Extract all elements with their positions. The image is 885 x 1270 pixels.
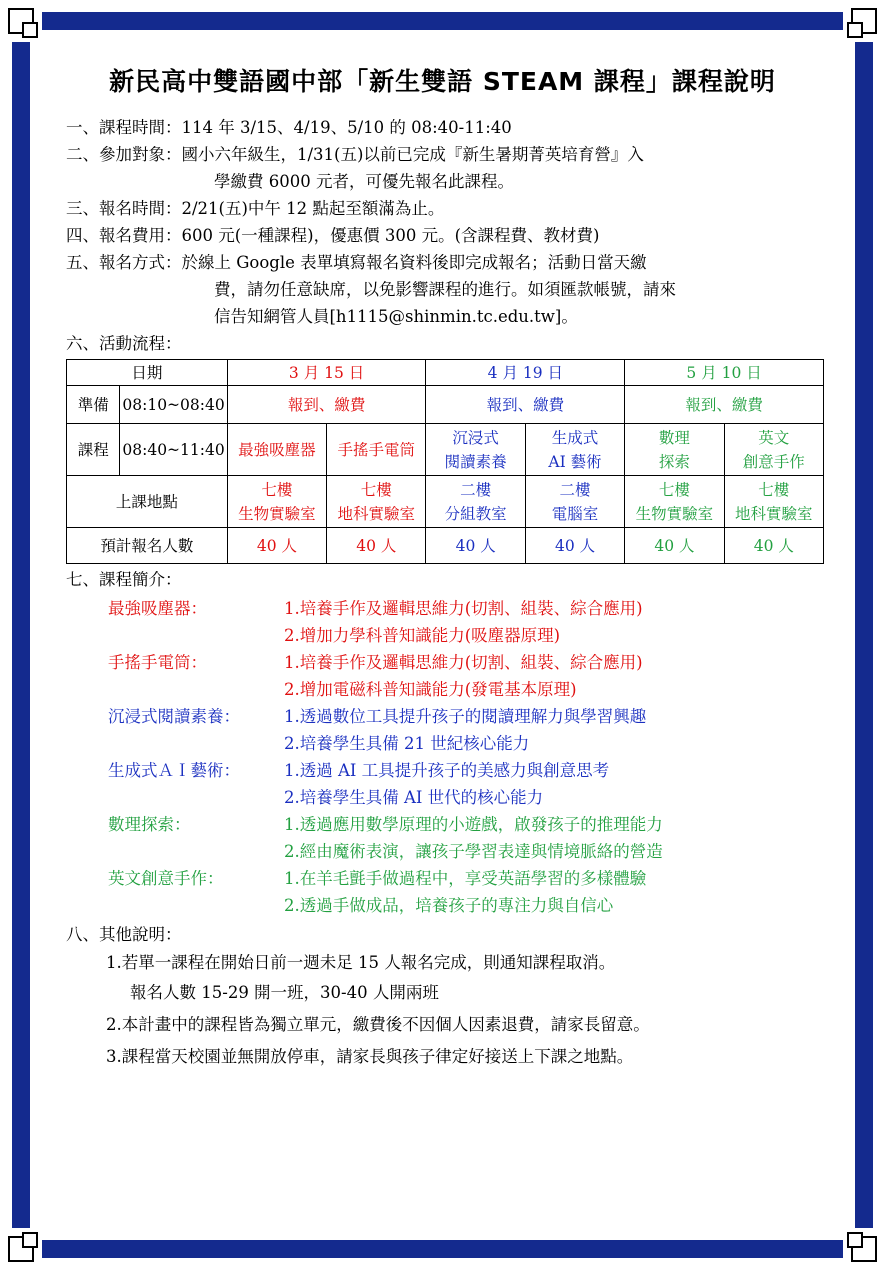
- schedule-label: 六、活動流程：: [66, 334, 182, 353]
- note-item: 2.本計畫中的課程皆為獨立單元，繳費後不因個人因素退費，請家長留意。: [106, 1015, 650, 1034]
- list-item: 最強吸塵器： 1.培養手作及邏輯思維力(切割、組裝、綜合應用) 2.增加力學科普知識能力(吸塵器原理): [108, 599, 643, 645]
- list-item: 生成式ＡＩ藝術： 1.透過 AI 工具提升孩子的美感力與創意思考 2.培養學生具備 AI 世代的核心能力: [108, 761, 610, 807]
- schedule-table: [66, 359, 824, 564]
- info-section: 一、課程時間： 114 年 3/15、4/19、5/10 的 08:40-11:40 二、參加對象： 國小六年級生，1/31(五)以前已完成『新生暑期菁英培育營』入 學繳費 6000 元者，可優先報名此課程。 三、報名時間： 2/21(五)中午 12 點起至額滿為止。 四、報名費用： 600 元(一種課程)，優惠價 300 元。(含課程費、教材費) 五、報名方式： 於線上 Google 表單填寫報名資料後即完成報名；活動日當天繳 費，請勿任意缺席，以免影響課程的進行。如須匯款帳號，請來 信告知網管人員[h1115@shinmin.tc.edu.tw]。: [66, 114, 826, 330]
- table-row: 日期 3 月 15 日 4 月 19 日 5 月 10 日: [67, 360, 824, 386]
- course-intro-list: [66, 595, 826, 919]
- corner-ornament: [8, 1228, 42, 1262]
- note-item: 報名人數 15-29 開一班，30-40 人開兩班: [130, 983, 439, 1002]
- info-signup-time: 三、報名時間： 2/21(五)中午 12 點起至額滿為止。: [66, 199, 445, 218]
- list-item: 手搖手電筒： 1.培養手作及邏輯思維力(切割、組裝、綜合應用) 2.增加電磁科普知識能力(發電基本原理): [108, 653, 643, 699]
- list-item: 沉浸式閱讀素養： 1.透過數位工具提升孩子的閱讀理解力與學習興趣 2.培養學生具備 21 世紀核心能力: [108, 707, 647, 753]
- list-item: 英文創意手作： 1.在羊毛氈手做過程中，享受英語學習的多樣體驗 2.透過手做成品，培養孩子的專注力與自信心: [108, 869, 647, 915]
- page-title: 新民高中雙語國中部「新生雙語 STEAM 課程」課程說明: [109, 67, 776, 96]
- notes-label: 八、其他說明：: [66, 925, 182, 944]
- info-target: 二、參加對象： 國小六年級生，1/31(五)以前已完成『新生暑期菁英培育營』入: [66, 145, 644, 164]
- list-item: 數理探索： 1.透過應用數學原理的小遊戲，啟發孩子的推理能力 2.經由魔術表演，讓孩子學習表達與情境脈絡的營造: [108, 815, 663, 861]
- notes-section: [66, 921, 826, 1072]
- table-row: 預計報名人數 40 人 40 人 40 人 40 人 40 人 40 人: [67, 528, 824, 564]
- note-item: 3.課程當天校園並無開放停車，請家長與孩子律定好接送上下課之地點。: [106, 1047, 634, 1066]
- note-item: 1.若單一課程在開始日前一週未足 15 人報名完成，則通知課程取消。: [106, 953, 616, 972]
- corner-ornament: [8, 8, 42, 42]
- table-row: 準備 08:10~08:40 報到、繳費 報到、繳費 報到、繳費: [67, 386, 824, 424]
- corner-ornament: [843, 8, 877, 42]
- corner-ornament: [843, 1228, 877, 1262]
- table-row: 課程 08:40~11:40 最強吸塵器 手搖手電筒 沉浸式 閱讀素養 生成式 AI 藝術 數理 探索 英文 創意手作: [67, 424, 824, 476]
- intro-label: 七、課程簡介：: [66, 570, 182, 589]
- info-fee: 四、報名費用： 600 元(一種課程)，優惠價 300 元。(含課程費、教材費): [66, 226, 600, 245]
- info-time: 一、課程時間： 114 年 3/15、4/19、5/10 的 08:40-11:40: [66, 118, 512, 137]
- info-signup-method: 五、報名方式： 於線上 Google 表單填寫報名資料後即完成報名；活動日當天繳: [66, 253, 647, 272]
- table-row: 上課地點 七樓 生物實驗室 七樓 地科實驗室 二樓 分組教室 二樓 電腦室 七樓 生物實驗室 七樓 地科實驗室: [67, 476, 824, 528]
- document-content: [66, 114, 826, 1072]
